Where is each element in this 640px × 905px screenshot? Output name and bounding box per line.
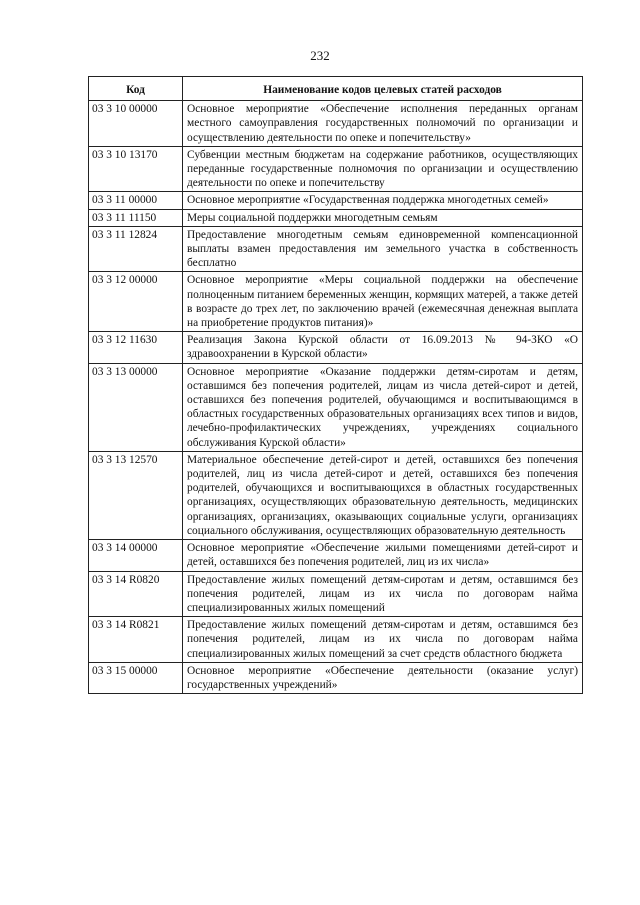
row-code: 03 3 14 R0821 xyxy=(89,617,183,663)
row-code: 03 3 14 00000 xyxy=(89,540,183,571)
table-row xyxy=(89,332,583,363)
table-row xyxy=(89,101,583,147)
page-number: 232 xyxy=(310,48,330,63)
row-code: 03 3 10 13170 xyxy=(89,146,183,192)
row-code: 03 3 14 R0820 xyxy=(89,571,183,617)
table-row xyxy=(89,571,583,617)
row-code: 03 3 12 11630 xyxy=(89,332,183,363)
table-header-row xyxy=(89,77,583,101)
row-name: Реализация Закона Курской области от 16.09.2013 № 94-ЗКО «О здравоохранении в Курской области» xyxy=(183,332,583,363)
row-code: 03 3 11 11150 xyxy=(89,209,183,226)
row-name: Предоставление жилых помещений детям-сиротам и детям, оставшимся без попечения родителей, лицам из их числа по договорам найма специализированных жилых помещений xyxy=(183,571,583,617)
row-name: Основное мероприятие «Обеспечение исполнения переданных органам местного самоуправления государственных полномочий по организации и осуществлению деятельности по опеке и попечительству» xyxy=(183,101,583,147)
row-name: Материальное обеспечение детей-сирот и детей, оставшихся без попечения родителей, лиц из числа детей-сирот и детей, оставшихся без попечения родителей, обучающихся и воспитывающихся в областных государственных организациях, осуществляющих образовательную деятельность, медицинских организациях, организациях, оказывающих социальные услуги, организациях социального обслуживания, осуществляющих образовательную деятельность xyxy=(183,451,583,539)
row-code: 03 3 12 00000 xyxy=(89,272,183,332)
table-row xyxy=(89,451,583,539)
row-code: 03 3 13 12570 xyxy=(89,451,183,539)
column-header-name: Наименование кодов целевых статей расходов xyxy=(183,77,583,101)
row-name: Субвенции местным бюджетам на содержание работников, осуществляющих переданные государственные полномочия по организации и осуществлению деятельности по опеке и попечительству xyxy=(183,146,583,192)
table-row xyxy=(89,617,583,663)
table-body xyxy=(89,101,583,694)
row-code: 03 3 11 12824 xyxy=(89,226,183,272)
row-code: 03 3 10 00000 xyxy=(89,101,183,147)
table-row xyxy=(89,662,583,693)
row-name: Основное мероприятие «Обеспечение деятельности (оказание услуг) государственных учреждений» xyxy=(183,662,583,693)
table-row xyxy=(89,209,583,226)
row-code: 03 3 15 00000 xyxy=(89,662,183,693)
table-row xyxy=(89,146,583,192)
column-header-code: Код xyxy=(89,77,183,101)
row-name: Меры социальной поддержки многодетным семьям xyxy=(183,209,583,226)
table-row xyxy=(89,363,583,451)
table-row xyxy=(89,540,583,571)
row-name: Основное мероприятие «Оказание поддержки детям-сиротам и детям, оставшимся без попечения родителей, лицам из числа детей-сирот и детей, оставшихся без попечения родителей, обучающимся и воспитывающимся в областных государственных образовательных организациях всех типов и видов, лечебно-профилактических учреждениях, учреждениях социального обслуживания Курской области» xyxy=(183,363,583,451)
row-name: Предоставление жилых помещений детям-сиротам и детям, оставшимся без попечения родителей, лицам из их числа по договорам найма специализированных жилых помещений за счет средств областного бюджета xyxy=(183,617,583,663)
row-name: Основное мероприятие «Обеспечение жилыми помещениями детей-сирот и детей, оставшихся без попечения родителей, лиц из их числа» xyxy=(183,540,583,571)
row-name: Основное мероприятие «Меры социальной поддержки на обеспечение полноценным питанием беременных женщин, кормящих матерей, а также детей в возрасте до трех лет, по заключению врачей (ежемесячная денежная выплата на приобретение продуктов питания)» xyxy=(183,272,583,332)
row-code: 03 3 13 00000 xyxy=(89,363,183,451)
target-expense-codes-table xyxy=(88,76,583,694)
table-row xyxy=(89,192,583,209)
table-row xyxy=(89,272,583,332)
row-code: 03 3 11 00000 xyxy=(89,192,183,209)
row-name: Предоставление многодетным семьям единовременной компенсационной выплаты взамен предоставления им земельного участка в собственность бесплатно xyxy=(183,226,583,272)
row-name: Основное мероприятие «Государственная поддержка многодетных семей» xyxy=(183,192,583,209)
table-row xyxy=(89,226,583,272)
